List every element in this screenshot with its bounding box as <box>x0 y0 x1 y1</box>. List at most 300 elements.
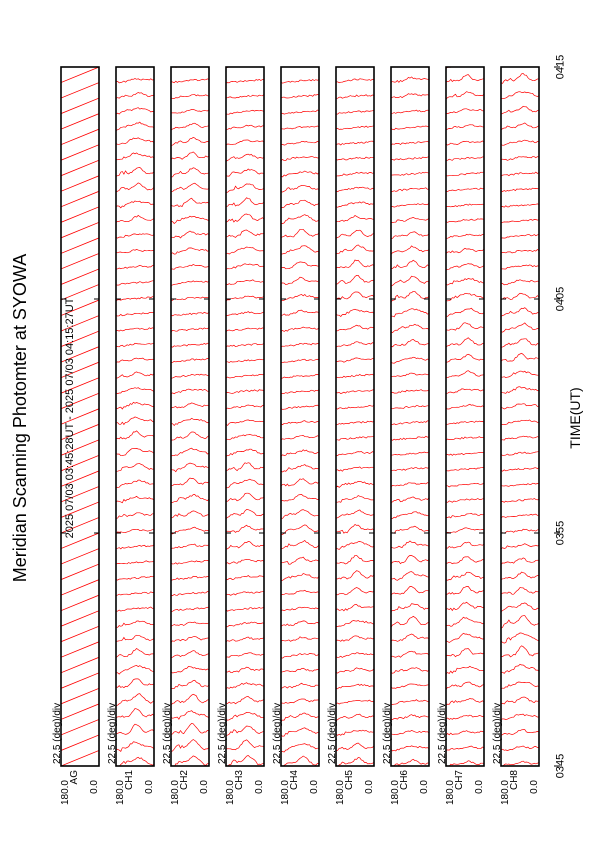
trace-line <box>501 188 539 192</box>
trace-line <box>116 93 154 99</box>
panel-frame <box>446 67 484 766</box>
trace-line <box>171 281 209 286</box>
trace-line <box>336 743 374 751</box>
scale-label: 22.5 (deg)/div <box>107 702 118 764</box>
scale-label: 22.5 (deg)/div <box>52 702 63 764</box>
trace-line <box>226 463 264 471</box>
trace-line <box>446 649 484 657</box>
trace-line <box>116 79 154 83</box>
trace-line <box>446 234 484 238</box>
trace-line <box>281 744 319 752</box>
trace-line <box>501 646 539 657</box>
trace-line <box>226 479 264 488</box>
trace-line <box>116 297 154 301</box>
trace-line <box>501 514 539 518</box>
scale-label: 22.5 (deg)/div <box>162 702 173 764</box>
trace-line <box>171 137 209 145</box>
trace-line <box>391 260 429 269</box>
panel-frame <box>226 67 264 766</box>
trace-line <box>391 468 429 471</box>
trace-line <box>281 479 319 487</box>
trace-line <box>61 191 99 207</box>
trace-line <box>336 141 374 145</box>
trace-line <box>501 140 539 145</box>
trace-line <box>446 323 484 331</box>
trace-line <box>446 467 484 471</box>
trace-line <box>226 214 264 222</box>
trace-line <box>116 167 154 176</box>
trace-line <box>171 723 209 734</box>
trace-line <box>336 621 374 627</box>
trace-line <box>391 436 429 440</box>
trace-line <box>281 465 319 472</box>
trace-line <box>336 275 374 284</box>
trace-line <box>336 467 374 471</box>
trace-line <box>116 513 154 519</box>
trace-line <box>61 549 99 565</box>
trace-line <box>501 157 539 161</box>
trace-line <box>171 667 209 674</box>
trace-line <box>171 297 209 301</box>
trace-line <box>446 219 484 223</box>
trace-line <box>391 291 429 301</box>
trace-line <box>336 79 374 83</box>
x-tick-label: 0415 <box>554 54 567 80</box>
trace-line <box>116 607 154 611</box>
trace-line <box>281 229 319 237</box>
panel-ch5 <box>327 62 375 805</box>
trace-line <box>61 751 99 767</box>
trace-line <box>391 651 429 657</box>
trace-line <box>446 264 484 270</box>
trace-line <box>501 468 539 472</box>
trace-line <box>501 204 539 207</box>
time-axis <box>554 55 566 778</box>
scale-label: 22.5 (deg)/div <box>272 702 283 764</box>
channel-label: CH7 <box>454 770 465 791</box>
traces-group <box>226 63 264 767</box>
trace-line <box>281 80 319 84</box>
trace-line <box>226 637 264 642</box>
trace-line <box>281 343 319 347</box>
trace-line <box>226 184 264 193</box>
trace-line <box>501 234 539 238</box>
trace-line <box>116 234 154 238</box>
trace-line <box>116 402 154 409</box>
trace-line <box>61 253 99 268</box>
panel-frame <box>391 67 429 766</box>
trace-line <box>61 160 99 176</box>
chart-title: Meridian Scanning Photomter at SYOWA <box>10 253 30 583</box>
trace-line <box>501 106 539 114</box>
trace-line <box>226 247 264 254</box>
y-tick-label: 180.0 <box>225 780 236 806</box>
trace-line <box>116 358 154 362</box>
trace-line <box>446 172 484 176</box>
trace-line <box>501 420 539 425</box>
trace-line <box>501 714 539 720</box>
trace-line <box>391 324 429 332</box>
trace-line <box>501 339 539 348</box>
trace-line <box>336 496 374 503</box>
trace-line <box>226 510 264 519</box>
trace-line <box>61 98 99 114</box>
trace-line <box>391 217 429 222</box>
trace-line <box>281 215 319 224</box>
trace-line <box>391 700 429 705</box>
trace-line <box>501 746 539 751</box>
traces-group <box>116 63 154 767</box>
trace-line <box>61 207 99 223</box>
trace-line <box>501 250 539 254</box>
trace-line <box>171 248 209 254</box>
trace-line <box>281 590 319 595</box>
trace-line <box>446 452 484 455</box>
trace-line <box>501 92 539 99</box>
trace-line <box>446 293 484 301</box>
trace-line <box>61 673 99 689</box>
trace-line <box>171 95 209 99</box>
trace-line <box>171 740 209 752</box>
trace-line <box>281 728 319 736</box>
trace-line <box>171 403 209 408</box>
trace-line <box>501 682 539 689</box>
trace-line <box>336 605 374 611</box>
trace-line <box>501 280 539 285</box>
trace-line <box>446 141 484 145</box>
trace-line <box>61 626 99 642</box>
trace-line <box>391 309 429 317</box>
y-tick-label: 180.0 <box>445 780 456 806</box>
trace-line <box>336 452 374 456</box>
trace-line <box>336 437 374 441</box>
trace-line <box>171 694 209 705</box>
trace-line <box>171 312 209 316</box>
trace-line <box>116 122 154 131</box>
trace-line <box>61 176 99 192</box>
y-tick-label: 0.0 <box>89 780 100 794</box>
trace-line <box>281 359 319 363</box>
scale-label: 22.5 (deg)/div <box>327 702 338 764</box>
trace-line <box>336 172 374 176</box>
trace-line <box>501 483 539 486</box>
trace-line <box>116 183 154 192</box>
trace-line <box>281 683 319 688</box>
trace-line <box>171 374 209 378</box>
trace-line <box>446 528 484 533</box>
trace-line <box>281 405 319 409</box>
trace-line <box>391 60 429 67</box>
trace-line <box>446 746 484 750</box>
trace-line <box>446 499 484 503</box>
trace-line <box>391 126 429 130</box>
trace-line <box>446 188 484 191</box>
trace-line <box>446 75 484 83</box>
trace-line <box>226 576 264 580</box>
trace-line <box>226 420 264 426</box>
trace-line <box>281 200 319 207</box>
trace-line <box>226 740 264 750</box>
y-tick-label: 0.0 <box>474 780 485 794</box>
panel-ch7 <box>437 60 485 805</box>
trace-line <box>336 700 374 704</box>
y-tick-label: 0.0 <box>529 780 540 794</box>
panel-ch8 <box>492 58 540 805</box>
trace-line <box>116 312 154 316</box>
trace-line <box>446 666 484 674</box>
trace-line <box>336 636 374 642</box>
trace-line <box>336 555 374 564</box>
trace-line <box>391 406 429 409</box>
trace-line <box>171 448 209 456</box>
trace-line <box>116 215 154 222</box>
trace-line <box>226 198 264 207</box>
trace-line <box>281 421 319 425</box>
trace-line <box>391 390 429 394</box>
trace-line <box>61 580 99 596</box>
trace-line <box>281 699 319 703</box>
channel-label: CH8 <box>509 770 520 791</box>
trace-line <box>501 353 539 361</box>
trace-line <box>501 529 539 533</box>
trace-line <box>336 216 374 222</box>
trace-line <box>116 265 154 269</box>
trace-line <box>391 77 429 82</box>
trace-line <box>226 712 264 720</box>
trace-line <box>336 342 374 348</box>
y-tick-label: 180.0 <box>115 780 126 806</box>
trace-line <box>336 187 374 192</box>
trace-line <box>116 480 154 487</box>
channel-label: CH4 <box>289 770 300 791</box>
trace-line <box>336 588 374 595</box>
trace-line <box>446 715 484 719</box>
trace-line <box>281 637 319 642</box>
trace-line <box>171 463 209 472</box>
y-tick-label: 0.0 <box>309 780 320 794</box>
trace-line <box>391 572 429 581</box>
trace-line <box>116 592 154 596</box>
trace-line <box>171 358 209 362</box>
trace-line <box>61 642 99 658</box>
trace-line <box>446 204 484 207</box>
trace-line <box>226 230 264 237</box>
trace-line <box>226 622 264 627</box>
trace-line <box>391 746 429 751</box>
trace-line <box>116 694 154 706</box>
trace-line <box>391 203 429 207</box>
panel-ch4 <box>272 64 320 805</box>
trace-line <box>391 452 429 456</box>
trace-line <box>61 595 99 611</box>
trace-line <box>281 327 319 332</box>
trace-line <box>391 634 429 641</box>
trace-line <box>226 296 264 301</box>
y-tick-label: 180.0 <box>280 780 291 806</box>
trace-line <box>171 607 209 611</box>
trace-line <box>391 188 429 192</box>
trace-line <box>116 343 154 347</box>
trace-line <box>226 449 264 456</box>
trace-line <box>281 525 319 535</box>
traces-group <box>391 60 429 767</box>
trace-line <box>391 421 429 425</box>
trace-line <box>226 697 264 704</box>
trace-line <box>446 572 484 580</box>
trace-line <box>116 464 154 472</box>
trace-line <box>226 264 264 270</box>
trace-line <box>336 126 374 130</box>
trace-line <box>281 541 319 549</box>
trace-line <box>281 374 319 378</box>
trace-line <box>391 604 429 612</box>
trace-line <box>446 513 484 518</box>
trace-line <box>281 450 319 457</box>
trace-line <box>116 649 154 658</box>
trace-line <box>171 389 209 394</box>
trace-line <box>171 343 209 347</box>
trace-line <box>501 58 539 67</box>
panel-ch1 <box>107 63 155 805</box>
trace-line <box>391 555 429 564</box>
trace-line <box>61 114 99 130</box>
trace-line <box>336 358 374 362</box>
trace-line <box>446 682 484 689</box>
trace-line <box>171 680 209 689</box>
trace-line <box>391 730 429 734</box>
trace-line <box>391 94 429 98</box>
trace-line <box>281 621 319 627</box>
trace-line <box>281 141 319 145</box>
trace-line <box>336 325 374 331</box>
trace-line <box>116 108 154 115</box>
traces-group <box>281 64 319 768</box>
trace-line <box>61 129 99 145</box>
trace-line <box>226 667 264 673</box>
channel-label: CH5 <box>344 770 355 791</box>
trace-line <box>171 495 209 503</box>
trace-line <box>116 561 154 564</box>
trace-line <box>336 684 374 689</box>
trace-line <box>336 421 374 425</box>
trace-line <box>226 726 264 736</box>
trace-line <box>501 387 539 394</box>
trace-line <box>501 308 539 317</box>
trace-line <box>281 557 319 564</box>
trace-line <box>116 635 154 641</box>
y-tick-label: 180.0 <box>390 780 401 806</box>
trace-line <box>116 388 154 394</box>
trace-line <box>446 437 484 441</box>
trace-line <box>501 499 539 503</box>
trace-line <box>446 248 484 253</box>
trace-line <box>226 79 264 83</box>
x-tick-label: 0355 <box>554 520 567 546</box>
trace-line <box>61 564 99 580</box>
trace-line <box>116 328 154 331</box>
channel-label: CH6 <box>399 770 410 791</box>
panel-ch6 <box>382 60 430 805</box>
trace-line <box>336 230 374 238</box>
trace-line <box>391 157 429 161</box>
trace-line <box>336 292 374 300</box>
trace-line <box>391 483 429 487</box>
trace-line <box>61 657 99 673</box>
scale-label: 22.5 (deg)/div <box>437 702 448 764</box>
trace-line <box>171 637 209 643</box>
trace-line <box>281 277 319 284</box>
trace-line <box>171 198 209 206</box>
trace-line <box>391 541 429 548</box>
trace-line <box>61 67 99 83</box>
x-axis-label: TIME(UT) <box>567 387 583 449</box>
panel-ch3 <box>217 63 265 805</box>
trace-line <box>391 110 429 113</box>
trace-line <box>226 154 264 161</box>
trace-line <box>446 542 484 548</box>
trace-line <box>226 493 264 501</box>
trace-line <box>171 651 209 658</box>
trace-line <box>501 588 539 595</box>
trace-line <box>281 185 319 192</box>
trace-line <box>336 309 374 316</box>
trace-line <box>281 654 319 659</box>
trace-line <box>501 293 539 300</box>
trace-line <box>171 622 209 626</box>
trace-line <box>446 731 484 736</box>
trace-line <box>226 434 264 439</box>
trace-line <box>391 668 429 674</box>
trace-line <box>336 481 374 487</box>
y-tick-label: 180.0 <box>500 780 511 806</box>
trace-line <box>116 153 154 160</box>
trace-line <box>391 141 429 145</box>
trace-line <box>226 608 264 612</box>
trace-line <box>61 735 99 751</box>
trace-line <box>61 269 99 285</box>
trace-line <box>501 323 539 332</box>
panel-frame <box>171 67 209 766</box>
y-tick-label: 0.0 <box>199 780 210 794</box>
trace-line <box>171 328 209 332</box>
scale-label: 22.5 (deg)/div <box>492 702 503 764</box>
trace-line <box>226 374 264 378</box>
trace-line <box>391 246 429 255</box>
trace-line <box>61 719 99 735</box>
trace-line <box>501 219 539 223</box>
trace-line <box>446 371 484 378</box>
trace-line <box>446 557 484 564</box>
y-tick-label: 0.0 <box>254 780 265 794</box>
trace-line <box>281 436 319 440</box>
trace-line <box>391 339 429 346</box>
trace-line <box>391 172 429 175</box>
trace-line <box>226 110 264 114</box>
traces-group <box>171 63 209 767</box>
trace-line <box>226 312 264 316</box>
trace-line <box>501 616 539 629</box>
trace-line <box>446 109 484 114</box>
trace-line <box>171 560 209 564</box>
y-tick-label: 0.0 <box>419 780 430 794</box>
trace-line <box>226 125 264 129</box>
trace-line <box>116 724 154 734</box>
trace-line <box>281 171 319 177</box>
trace-line <box>171 110 209 114</box>
trace-line <box>501 74 539 84</box>
trace-line <box>171 264 209 269</box>
trace-line <box>501 544 539 549</box>
